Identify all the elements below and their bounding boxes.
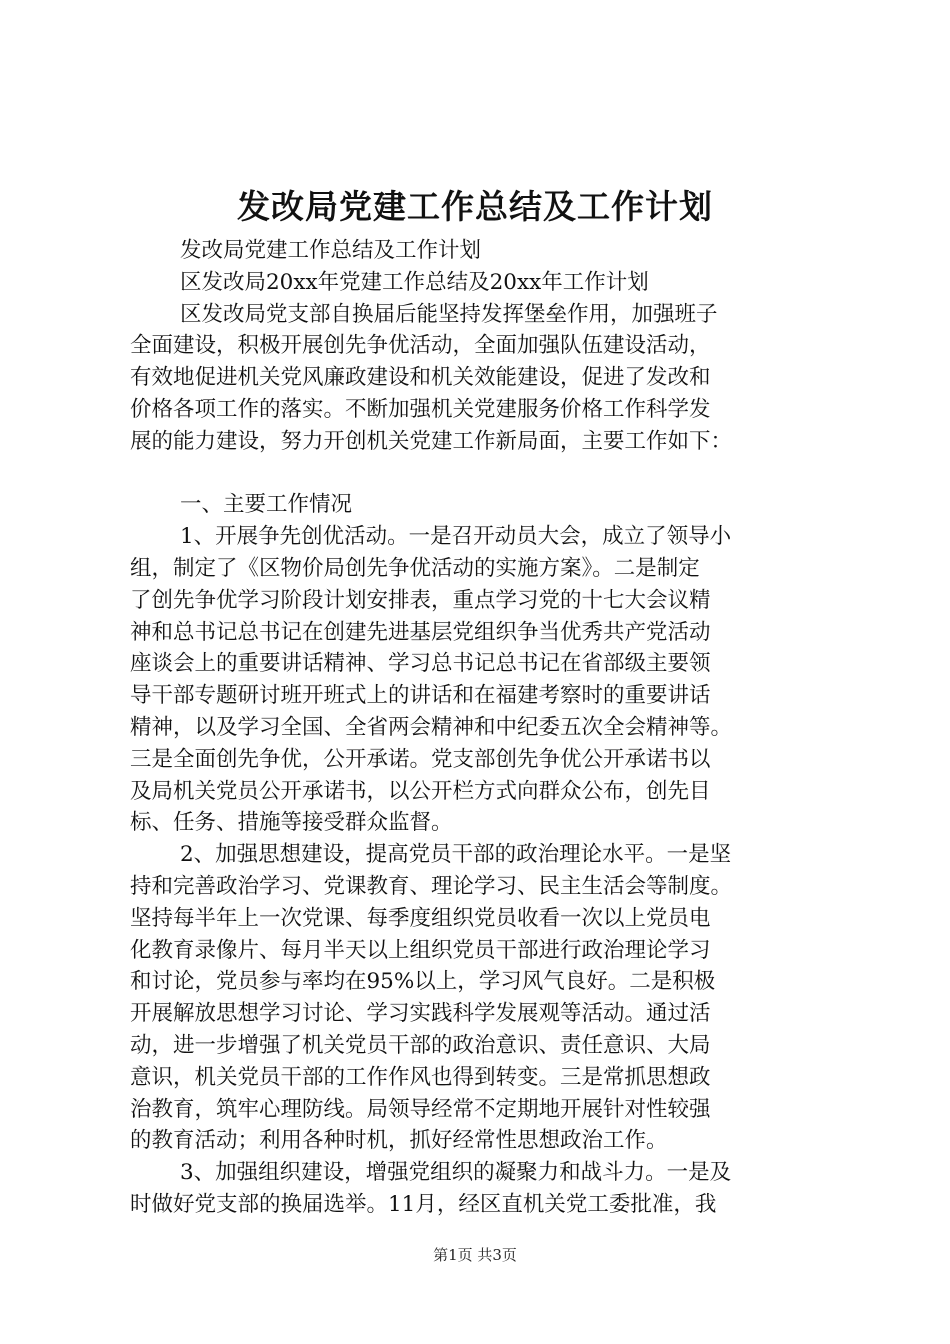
paragraph-line: 精神，以及学习全国、全省两会精神和中纪委五次全会精神等。 [130, 714, 733, 740]
paragraph-line: 神和总书记总书记在创建先进基层党组织争当优秀共产党活动 [130, 619, 711, 645]
paragraph-line: 及局机关党员公开承诺书，以公开栏方式向群众公布，创先目 [130, 778, 711, 804]
paragraph-line: 和讨论，党员参与率均在95%以上，学习风气良好。二是积极 [130, 969, 716, 995]
paragraph-line: 3、加强组织建设，增强党组织的凝聚力和战斗力。一是及 [180, 1160, 732, 1186]
paragraph-line: 展的能力建设，努力开创机关党建工作新局面，主要工作如下： [130, 428, 733, 454]
document-title: 发改局党建工作总结及工作计划 [237, 187, 713, 226]
paragraph-line: 组，制定了《区物价局创先争优活动的实施方案》。二是制定 [130, 555, 700, 581]
paragraph-line: 动，进一步增强了机关党员干部的政治意识、责任意识、大局 [130, 1032, 711, 1058]
paragraph-line: 三是全面创先争优，公开承诺。党支部创先争优公开承诺书以 [130, 746, 711, 772]
document-body [130, 235, 835, 1221]
paragraph-line: 价格各项工作的落实。不断加强机关党建服务价格工作科学发 [130, 396, 711, 422]
paragraph-line: 时做好党支部的换届选举。11月，经区直机关党工委批准，我 [130, 1191, 717, 1217]
paragraph-line: 2、加强思想建设，提高党员干部的政治理论水平。一是坚 [180, 842, 732, 868]
paragraph-line: 标、任务、措施等接受群众监督。 [130, 810, 453, 836]
section-heading: 一、主要工作情况 [180, 492, 353, 518]
paragraph-line: 了创先争优学习阶段计划安排表，重点学习党的十七大会议精 [130, 587, 711, 613]
subtitle-line: 区发改局20xx年党建工作总结及20xx年工作计划 [180, 269, 649, 295]
paragraph-line: 坚持每半年上一次党课、每季度组织党员收看一次以上党员电 [130, 905, 711, 931]
paragraph-line: 意识，机关党员干部的工作作风也得到转变。三是常抓思想政 [130, 1064, 711, 1090]
subtitle-line: 发改局党建工作总结及工作计划 [180, 238, 482, 263]
paragraph-line: 导干部专题研讨班开班式上的讲话和在福建考察时的重要讲话 [130, 683, 711, 709]
paragraph-line: 化教育录像片、每月半天以上组织党员干部进行政治理论学习 [130, 937, 711, 963]
blank-line [130, 458, 835, 490]
paragraph-line: 1、开展争先创优活动。一是召开动员大会，成立了领导小 [180, 524, 732, 550]
paragraph-line: 的教育活动；利用各种时机，抓好经常性思想政治工作。 [130, 1128, 668, 1154]
paragraph-line: 区发改局党支部自换届后能坚持发挥堡垒作用，加强班子 [180, 301, 718, 327]
paragraph-line: 座谈会上的重要讲话精神、学习总书记总书记在省部级主要领 [130, 651, 711, 677]
paragraph-line: 全面建设，积极开展创先争优活动，全面加强队伍建设活动， [130, 333, 711, 359]
paragraph-line: 治教育，筑牢心理防线。局领导经常不定期地开展针对性较强 [130, 1096, 711, 1122]
page-footer: 第1页 共3页 [433, 1246, 517, 1264]
paragraph-line: 开展解放思想学习讨论、学习实践科学发展观等活动。通过活 [130, 1001, 711, 1027]
paragraph-line: 持和完善政治学习、党课教育、理论学习、民主生活会等制度。 [130, 873, 733, 899]
paragraph-line: 有效地促进机关党风廉政建设和机关效能建设，促进了发改和 [130, 365, 711, 391]
